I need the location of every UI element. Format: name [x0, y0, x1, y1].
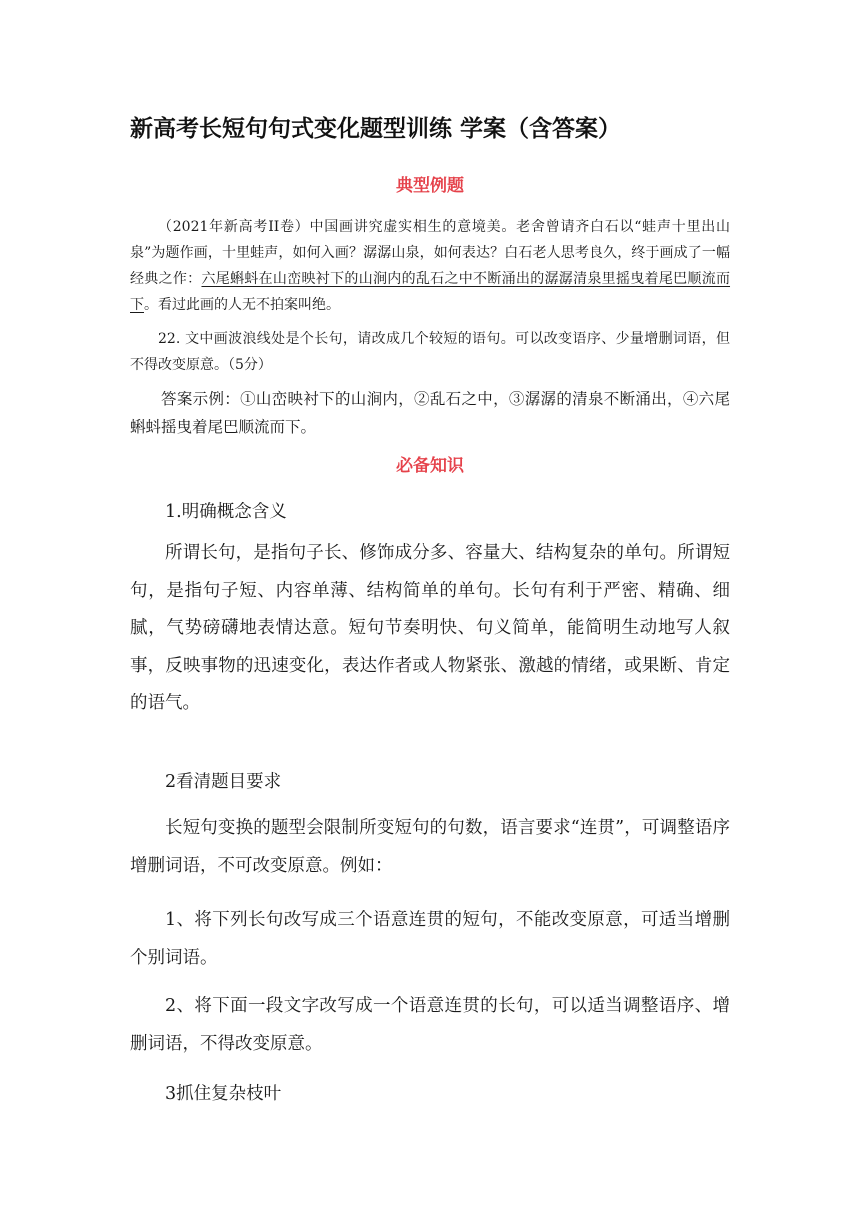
knowledge-item-3-heading: 3抓住复杂枝叶 [165, 1084, 282, 1104]
section-heading-example: 典型例题 [396, 176, 464, 196]
document-title: 新高考长短句句式变化题型训练 学案（含答案） [130, 116, 622, 142]
section-heading-knowledge: 必备知识 [396, 456, 464, 476]
knowledge-item-1-heading: 1.明确概念含义 [165, 502, 287, 522]
passage-intro: （2021年新高考II卷）中国画讲究虚实相生的意境美。老舍曾请齐白石以“蛙声十里出山泉”为题作画，十里蛙声，如何入画？潺潺山泉，如何表达？白石老人思考良久，终于画成了一幅经典之作： [130, 219, 730, 287]
knowledge-item-2-heading: 2看清题目要求 [165, 772, 282, 792]
passage-underlined-sentence: 六尾蝌蚪在山峦映衬下的山涧内的乱石之中不断涌出的潺潺清泉里摇曳着尾巴顺流而下 [130, 271, 731, 313]
example-answer: 答案示例：①山峦映衬下的山涧内，②乱石之中，③潺潺的清泉不断涌出，④六尾蝌蚪摇曳着尾巴顺流而下。 [130, 390, 730, 436]
example-question: 22. 文中画波浪线处是个长句，请改成几个较短的语句。可以改变语序、少量增删词语，但不得改变原意。（5分） [130, 331, 730, 373]
example-passage [130, 214, 730, 318]
knowledge-item-2-example-2: 2、将下面一段文字改写成一个语意连贯的长句，可以适当调整语序、增删词语，不得改变原意。 [130, 996, 730, 1054]
knowledge-item-2-example-1: 1、将下列长句改写成三个语意连贯的短句，不能改变原意，可适当增删个别词语。 [130, 910, 730, 968]
knowledge-item-1-body: 所谓长句，是指句子长、修饰成分多、容量大、结构复杂的单句。所谓短句，是指句子短、内容单薄、结构简单的单句。长句有利于严密、精确、细腻，气势磅礴地表情达意。短句节奏明快、句义简单，能简明生动地写人叙事，反映事物的迅速变化，表达作者或人物紧张、激越的情绪，或果断、肯定的语气。 [130, 543, 730, 713]
passage-outro: 。看过此画的人无不拍案叫绝。 [144, 297, 340, 313]
knowledge-item-2-body: 长短句变换的题型会限制所变短句的句数，语言要求“连贯”，可调整语序增删词语，不可改变原意。例如： [130, 818, 730, 876]
